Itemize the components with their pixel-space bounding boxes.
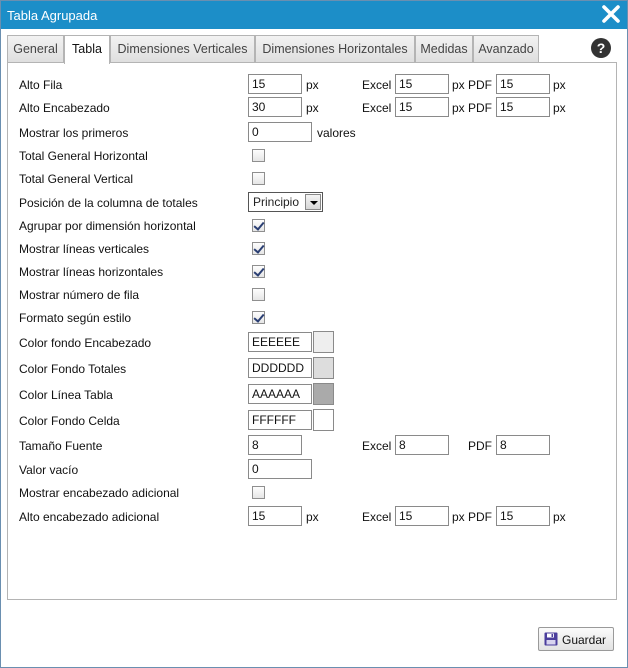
mostrar-numero-fila-checkbox[interactable] xyxy=(252,288,265,301)
px-unit: px xyxy=(452,78,465,92)
tamano-fuente-excel-input[interactable] xyxy=(395,435,449,455)
px-unit: px xyxy=(553,101,566,115)
px-unit: px xyxy=(306,510,319,524)
total-general-horizontal-label: Total General Horizontal xyxy=(19,149,148,163)
color-fondo-totales-input[interactable] xyxy=(248,358,312,378)
agrupar-dimension-horizontal-checkbox[interactable] xyxy=(252,219,265,232)
help-icon[interactable]: ? xyxy=(591,38,611,58)
posicion-columna-totales-value: Principio xyxy=(253,195,300,209)
pdf-label: PDF xyxy=(468,78,492,92)
total-general-vertical-label: Total General Vertical xyxy=(19,172,134,186)
alto-encabezado-input[interactable] xyxy=(248,97,302,117)
alto-encabezado-excel-input[interactable] xyxy=(395,97,449,117)
total-general-horizontal-checkbox[interactable] xyxy=(252,149,265,162)
alto-encabezado-adicional-excel-input[interactable] xyxy=(395,506,449,526)
color-fondo-celda-input[interactable] xyxy=(248,410,312,430)
mostrar-lineas-horizontales-label: Mostrar líneas horizontales xyxy=(19,265,164,279)
alto-encabezado-adicional-pdf-input[interactable] xyxy=(496,506,550,526)
alto-encabezado-adicional-label: Alto encabezado adicional xyxy=(19,510,160,524)
posicion-columna-totales-select[interactable] xyxy=(248,192,323,212)
tab-medidas[interactable]: Medidas xyxy=(415,35,473,63)
mostrar-numero-fila-label: Mostrar número de fila xyxy=(19,288,140,302)
valor-vacio-input[interactable] xyxy=(248,459,312,479)
excel-label: Excel xyxy=(362,78,392,92)
alto-encabezado-label: Alto Encabezado xyxy=(19,101,110,115)
color-linea-tabla-swatch[interactable] xyxy=(313,383,334,405)
px-unit: px xyxy=(306,78,319,92)
pdf-label: PDF xyxy=(468,510,492,524)
color-fondo-totales-swatch[interactable] xyxy=(313,357,334,379)
color-fondo-totales-label: Color Fondo Totales xyxy=(19,362,127,376)
alto-fila-pdf-input[interactable] xyxy=(496,74,550,94)
save-button-label: Guardar xyxy=(562,633,607,647)
mostrar-lineas-verticales-checkbox[interactable] xyxy=(252,242,265,255)
close-icon[interactable] xyxy=(601,4,621,24)
color-fondo-celda-swatch[interactable] xyxy=(313,409,334,431)
px-unit: px xyxy=(306,101,319,115)
save-button[interactable] xyxy=(538,627,614,651)
alto-fila-label: Alto Fila xyxy=(19,78,63,92)
tab-avanzado[interactable]: Avanzado xyxy=(473,35,539,63)
title-bar xyxy=(1,1,627,29)
px-unit: px xyxy=(553,78,566,92)
chevron-down-icon[interactable] xyxy=(305,194,321,210)
formato-segun-estilo-label: Formato según estilo xyxy=(19,311,132,325)
pdf-label: PDF xyxy=(468,101,492,115)
alto-fila-excel-input[interactable] xyxy=(395,74,449,94)
posicion-columna-totales-label: Posición de la columna de totales xyxy=(19,196,198,210)
color-fondo-encabezado-input[interactable] xyxy=(248,332,312,352)
excel-label: Excel xyxy=(362,101,392,115)
mostrar-encabezado-adicional-checkbox[interactable] xyxy=(252,486,265,499)
tab-general[interactable]: General xyxy=(7,35,64,63)
mostrar-lineas-horizontales-checkbox[interactable] xyxy=(252,265,265,278)
color-fondo-encabezado-swatch[interactable] xyxy=(313,331,334,353)
color-fondo-celda-label: Color Fondo Celda xyxy=(19,414,120,428)
px-unit: px xyxy=(553,510,566,524)
tamano-fuente-label: Tamaño Fuente xyxy=(19,439,103,453)
mostrar-primeros-input[interactable] xyxy=(248,122,312,142)
valores-unit: valores xyxy=(317,126,356,140)
px-unit: px xyxy=(452,510,465,524)
tab-tabla[interactable]: Tabla xyxy=(64,35,110,64)
alto-encabezado-adicional-input[interactable] xyxy=(248,506,302,526)
tamano-fuente-pdf-input[interactable] xyxy=(496,435,550,455)
excel-label: Excel xyxy=(362,510,392,524)
color-linea-tabla-label: Color Línea Tabla xyxy=(19,388,113,402)
window-title: Tabla Agrupada xyxy=(7,8,98,23)
floppy-disk-icon xyxy=(544,632,558,646)
formato-segun-estilo-checkbox[interactable] xyxy=(252,311,265,324)
excel-label: Excel xyxy=(362,439,392,453)
tamano-fuente-input[interactable] xyxy=(248,435,302,455)
tab-dimensiones-verticales[interactable]: Dimensiones Verticales xyxy=(110,35,255,63)
alto-encabezado-pdf-input[interactable] xyxy=(496,97,550,117)
alto-fila-input[interactable] xyxy=(248,74,302,94)
mostrar-encabezado-adicional-label: Mostrar encabezado adicional xyxy=(19,486,180,500)
mostrar-lineas-verticales-label: Mostrar líneas verticales xyxy=(19,242,150,256)
tab-dimensiones-horizontales[interactable]: Dimensiones Horizontales xyxy=(255,35,415,63)
pdf-label: PDF xyxy=(468,439,492,453)
valor-vacio-label: Valor vacío xyxy=(19,463,79,477)
total-general-vertical-checkbox[interactable] xyxy=(252,172,265,185)
color-fondo-encabezado-label: Color fondo Encabezado xyxy=(19,336,152,350)
px-unit: px xyxy=(452,101,465,115)
color-linea-tabla-input[interactable] xyxy=(248,384,312,404)
agrupar-dimension-horizontal-label: Agrupar por dimensión horizontal xyxy=(19,219,196,233)
mostrar-primeros-label: Mostrar los primeros xyxy=(19,126,129,140)
